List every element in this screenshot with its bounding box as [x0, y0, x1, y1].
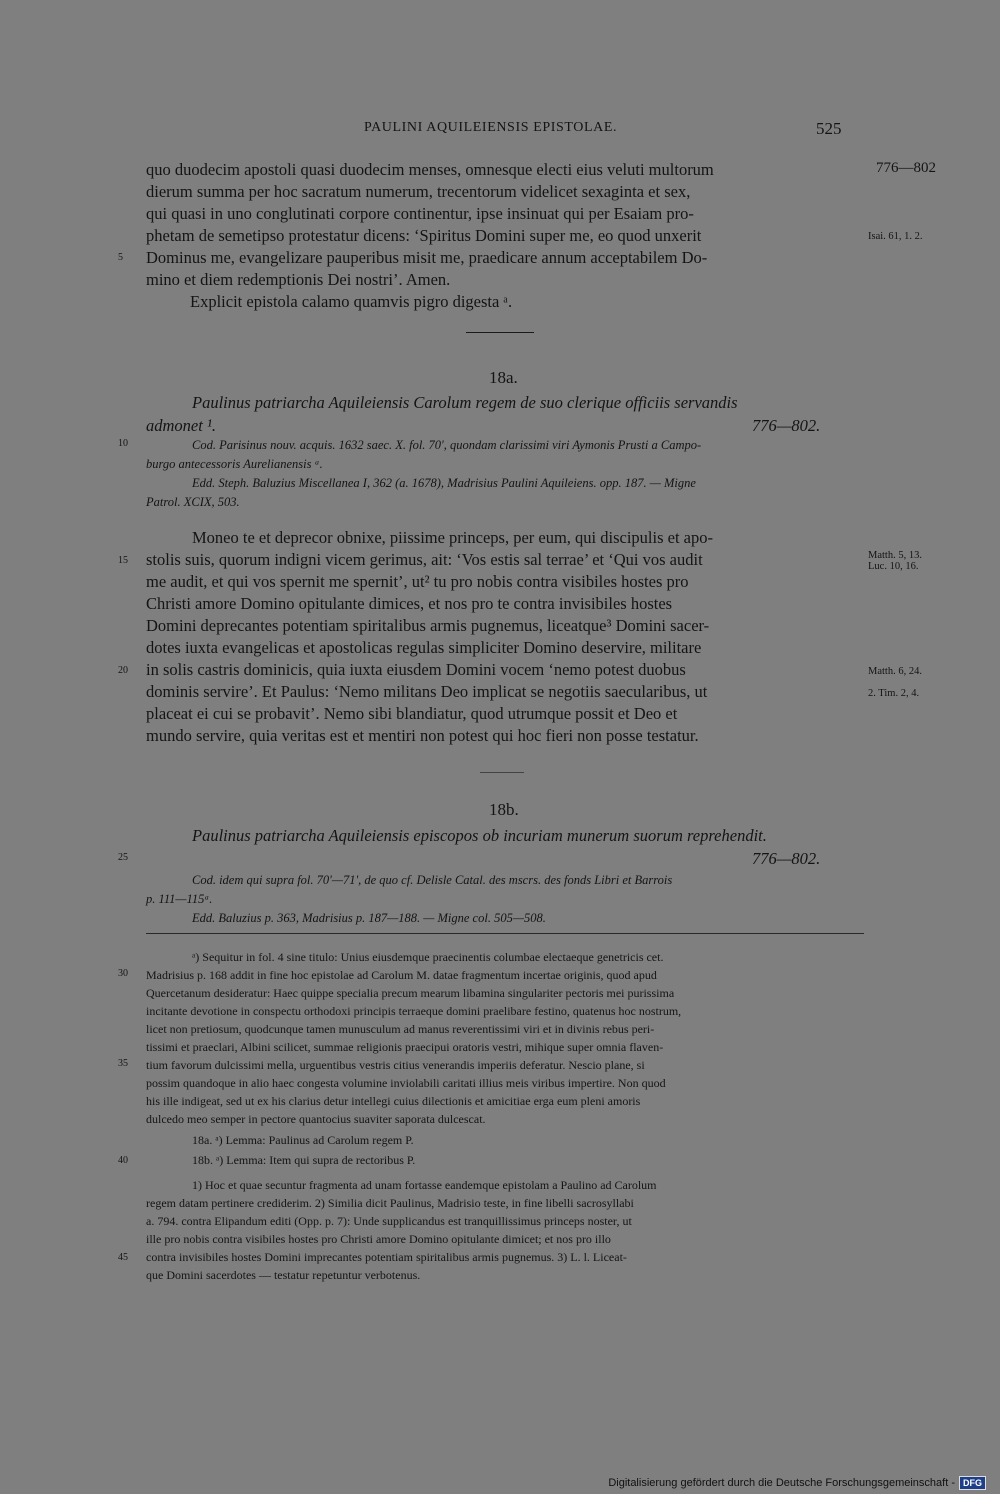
footnote-line: ille pro nobis contra visibiles hostes pro Christi amore Domino opitulante dimicet; et nos pro illo — [146, 1232, 611, 1246]
reference-margin: 2. Tim. 2, 4. — [868, 688, 920, 699]
text-line: Explicit epistola calamo quamvis pigro digesta ᵃ. — [190, 292, 513, 311]
reference-margin: Matth. 5, 13. — [868, 550, 922, 561]
source-line: Cod. idem qui supra fol. 70'—71', de quo cf. Delisle Catal. des mscrs. des fonds Libri et Barrois — [192, 873, 673, 887]
text-line: qui quasi in uno conglutinati corpore continentur, ipse insinuat qui per Esaiam pro- — [146, 204, 694, 223]
text-line: in solis castris dominicis, quia iuxta eiusdem Domini vocem ‘nemo potest duobus — [146, 660, 686, 679]
page-number: 525 — [816, 119, 842, 138]
text-line: dominis servire’. Et Paulus: ‘Nemo militans Deo implicat se negotiis saecularibus, ut — [146, 682, 708, 701]
line-number: 10 — [118, 438, 128, 449]
line-number: 25 — [118, 852, 128, 863]
running-title: PAULINI AQUILEIENSIS EPISTOLAE. — [364, 120, 618, 135]
text-line: stolis suis, quorum indigni vicem gerimus, ait: ‘Vos estis sal terrae’ et ‘Qui vos audit — [146, 550, 703, 569]
source-line: Cod. Parisinus nouv. acquis. 1632 saec. X. fol. 70', quondam clarissimi viri Aymonis Prusti a Campo- — [192, 438, 702, 452]
line-number: 45 — [118, 1252, 128, 1263]
footnote-line: incitante devotione in conspectu orthodoxi principis terraeque domini praelibare festino, quatenus hoc nostrum, — [146, 1004, 682, 1018]
footnote-line: contra invisibiles hostes Domini imprecantes potentiam spiritalibus armis pugnemus. 3) L. l. Liceat- — [146, 1250, 627, 1264]
divider — [480, 772, 524, 773]
footnote-line: regem datam pertinere crediderim. 2) Similia dicit Paulinus, Madrisio teste, in fine libelli sacrosyllabi — [146, 1196, 634, 1210]
footnote-line: his ille indigeat, sed ut ex his clarius detur intellegi cuius dilectionis et amicitiae erga eum pleni amoris — [146, 1094, 641, 1108]
text-line: quo duodecim apostoli quasi duodecim menses, omnesque electi eius veluti multorum — [146, 160, 714, 179]
footnote-line: 18a. ᵃ) Lemma: Paulinus ad Carolum regem P. — [192, 1133, 414, 1147]
divider — [466, 332, 534, 333]
text-line: Moneo te et deprecor obnixe, piissime princeps, per eum, qui discipulis et apo- — [192, 528, 713, 547]
text-line: Dominus me, evangelizare pauperibus misit me, praedicare annum acceptabilem Do- — [146, 248, 708, 267]
footnote-line: licet non pretiosum, quodcunque tamen munusculum ad manus reverentissimi viri et in divinis rebus peri- — [146, 1022, 655, 1036]
letter-title-cont: admonet ¹. — [146, 416, 217, 435]
text-line: me audit, et qui vos spernit me spernit’, ut² tu pro nobis contra visibiles hostes pro — [146, 572, 689, 591]
footnote-line: que Domini sacerdotes — testatur repetuntur verbotenus. — [146, 1268, 421, 1282]
footnote-line: 18b. ᵃ) Lemma: Item qui supra de rectoribus P. — [192, 1153, 416, 1167]
line-number: 35 — [118, 1058, 128, 1069]
footnote-line: possim quandoque in alio haec congesta volumine inviolabili caritati illius meis viribus impertire. Non quod — [146, 1076, 666, 1090]
dfg-logo: DFG — [959, 1476, 986, 1490]
text-line: Christi amore Domino opitulante dimices, et nos pro te contra invisibiles hostes — [146, 594, 673, 613]
footnote-line: tium favorum dulcissimi mella, urguentibus vestris citius venerandis imperiis deferatur. Nescio plane, si — [146, 1058, 645, 1072]
letter-title: Paulinus patriarcha Aquileiensis Carolum regem de suo clerique officiis servandis — [192, 393, 738, 412]
reference-margin: Matth. 6, 24. — [868, 666, 922, 677]
footnote-line: dulcedo meo semper in pectore quantocius suaviter saporata dulcescat. — [146, 1112, 486, 1126]
line-number: 30 — [118, 968, 128, 979]
letter-title: Paulinus patriarcha Aquileiensis episcopos ob incuriam munerum suorum reprehendit. — [192, 826, 767, 845]
text-line: mundo servire, quia veritas est et mentiri non potest qui hoc fieri non posse testatur. — [146, 726, 699, 745]
source-line: Patrol. XCIX, 503. — [146, 495, 240, 509]
reference-margin: Isai. 61, 1. 2. — [868, 231, 923, 242]
source-line: burgo antecessoris Aurelianensis ᵃ. — [146, 457, 323, 471]
letter-number: 18a. — [489, 368, 518, 387]
footnote-rule — [146, 933, 864, 934]
text-line: Domini deprecantes potentiam spiritalibus armis pugnemus, liceatque³ Domini sacer- — [146, 616, 710, 635]
text-line: dotes iuxta evangelicas et apostolicas regulas simpliciter Domino deservire, militare — [146, 638, 702, 657]
line-number: 40 — [118, 1155, 128, 1166]
footnote-line: ᵃ) Sequitur in fol. 4 sine titulo: Unius eiusdemque praecinentis columbae electaeque genetricis cet. — [192, 950, 664, 964]
footnote-line: Madrisius p. 168 addit in fine hoc epistolae ad Carolum M. datae fragmentum incertae originis, quod apud — [146, 968, 657, 982]
credit-text: Digitalisierung gefördert durch die Deutsche Forschungsgemeinschaft - — [608, 1477, 955, 1489]
letter-date: 776—802. — [752, 416, 821, 435]
line-number: 15 — [118, 555, 128, 566]
text-line: dierum summa per hoc sacratum numerum, trecentorum videlicet sexaginta et sex, — [146, 182, 691, 201]
letter-number: 18b. — [489, 800, 519, 819]
date-margin: 776—802 — [876, 160, 936, 176]
reference-margin: Luc. 10, 16. — [868, 561, 919, 572]
letter-date: 776—802. — [752, 849, 821, 868]
line-number: 20 — [118, 665, 128, 676]
text-line: phetam de semetipso protestatur dicens: ‘Spiritus Domini super me, eo quod unxerit — [146, 226, 702, 245]
source-line: Edd. Steph. Baluzius Miscellanea I, 362 (a. 1678), Madrisius Paulini Aquileiens. opp. 187. — Migne — [192, 476, 696, 490]
footnote-line: tissimi et praeclari, Albini scilicet, summae religionis praecipui oratoris vestri, mihique super omnia flaven- — [146, 1040, 664, 1054]
text-line: mino et diem redemptionis Dei nostri’. Amen. — [146, 270, 451, 289]
footnote-line: a. 794. contra Elipandum editi (Opp. p. 7): Unde supplicandus est tranquillissimus princeps noster, ut — [146, 1214, 632, 1228]
line-number: 5 — [118, 252, 123, 263]
footnote-line: 1) Hoc et quae secuntur fragmenta ad unam fortasse eandemque epistolam a Paulino ad Carolum — [192, 1178, 657, 1192]
funding-credit — [608, 1476, 986, 1490]
text-line: placeat ei cui se probavit’. Nemo sibi blandiatur, quod utrumque possit et Deo et — [146, 704, 678, 723]
footnote-line: Quercetanum desideratur: Haec quippe specialia precum mearum libamina singulariter pectoris mei purissima — [146, 986, 675, 1000]
source-line: p. 111—115ᵃ. — [146, 892, 213, 906]
source-line: Edd. Baluzius p. 363, Madrisius p. 187—188. — Migne col. 505—508. — [192, 911, 546, 925]
